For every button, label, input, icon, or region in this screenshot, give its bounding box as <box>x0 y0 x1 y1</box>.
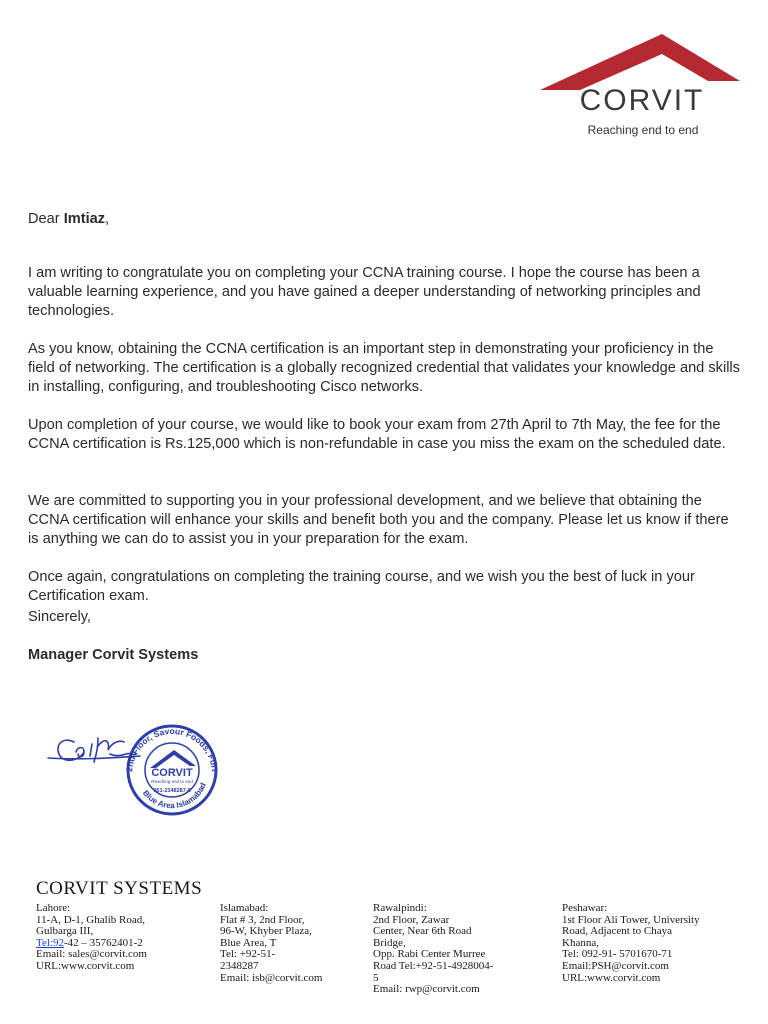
paragraph-3: Upon completion of your course, we would like to book your exam from 27th April to 7th May, the fee for the CCNA certification is Rs.125,000 which is non-refundable in case you miss the exam on the scheduled date. <box>28 416 726 452</box>
corvit-logo <box>540 34 740 144</box>
svg-text:Reaching end to end: Reaching end to end <box>151 779 193 784</box>
paragraph-2: As you know, obtaining the CCNA certification is an important step in demonstrating your proficiency in the field of networking. The certification is a globally recognized credential that validates your knowledge and skills in installing, configuring, and troubleshooting Cisco networks. <box>28 340 740 395</box>
office-rawalpindi: Rawalpindi: 2nd Floor, Zawar Center, Near 6th Road Bridge, Opp. Rabi Center Murree Road Tel:+92-51-4928004- 5 Email: rwp@corvit.com <box>373 902 494 996</box>
office-lahore: Lahore: 11-A, D-1, Ghalib Road, Gulbarga III, Tel:92-42 – 35762401-2 Email: sales@corvit.com URL:www.corvit.com <box>36 902 147 972</box>
svg-text:2nd Floor, Savour Foods, Fortu: 2nd Floor, Savour Foods, Fort <box>124 725 220 773</box>
closing: Sincerely, <box>28 609 91 625</box>
tel-link[interactable]: Tel:92 <box>36 936 64 949</box>
signer-title: Manager Corvit Systems <box>28 647 199 663</box>
logo-wordmark: CORVIT <box>579 84 705 117</box>
logo-tagline: Reaching end to end <box>587 123 699 137</box>
signature-icon <box>48 738 140 762</box>
office-islamabad: Islamabad: Flat # 3, 2nd Floor, 96-W, Khyber Plaza, Blue Area, T Tel: +92-51- 2348287 Email: isb@corvit.com <box>220 902 323 984</box>
svg-text:Blue Area Islamabad: Blue Area Islamabad <box>140 781 208 811</box>
office-peshawar: Peshawar: 1st Floor Ali Tower, University Road, Adjacent to Chaya Khanna, Tel: 092-91- 5701670-71 Email:PSH@corvit.com URL:www.corvit.com <box>562 902 700 984</box>
salutation: Dear Imtiaz, <box>28 211 110 227</box>
paragraph-1: I am writing to congratulate you on completing your CCNA training course. I hope the course has been a valuable learning experience, and you have gained a deeper understanding of networking principles and technologies. <box>28 264 701 319</box>
stamp-seal-icon <box>40 712 220 814</box>
paragraph-5: Once again, congratulations on completing the training course, and we wish you the best of luck in your Certification exam. <box>28 568 695 604</box>
signature-stamp-icon <box>40 712 240 832</box>
recipient-name: Imtiaz <box>63 211 106 227</box>
svg-text:CORVIT: CORVIT <box>151 767 193 779</box>
signature-and-stamp <box>40 712 240 832</box>
company-name: CORVIT SYSTEMS <box>36 878 203 899</box>
paragraph-4: We are committed to supporting you in your professional development, and we believe that obtaining the CCNA certification will enhance your skills and benefit both you and the company. Please let us know if there is anything we can do to assist you in your preparation for the exam. <box>28 492 729 547</box>
svg-text:051-2348287-8: 051-2348287-8 <box>153 788 191 794</box>
